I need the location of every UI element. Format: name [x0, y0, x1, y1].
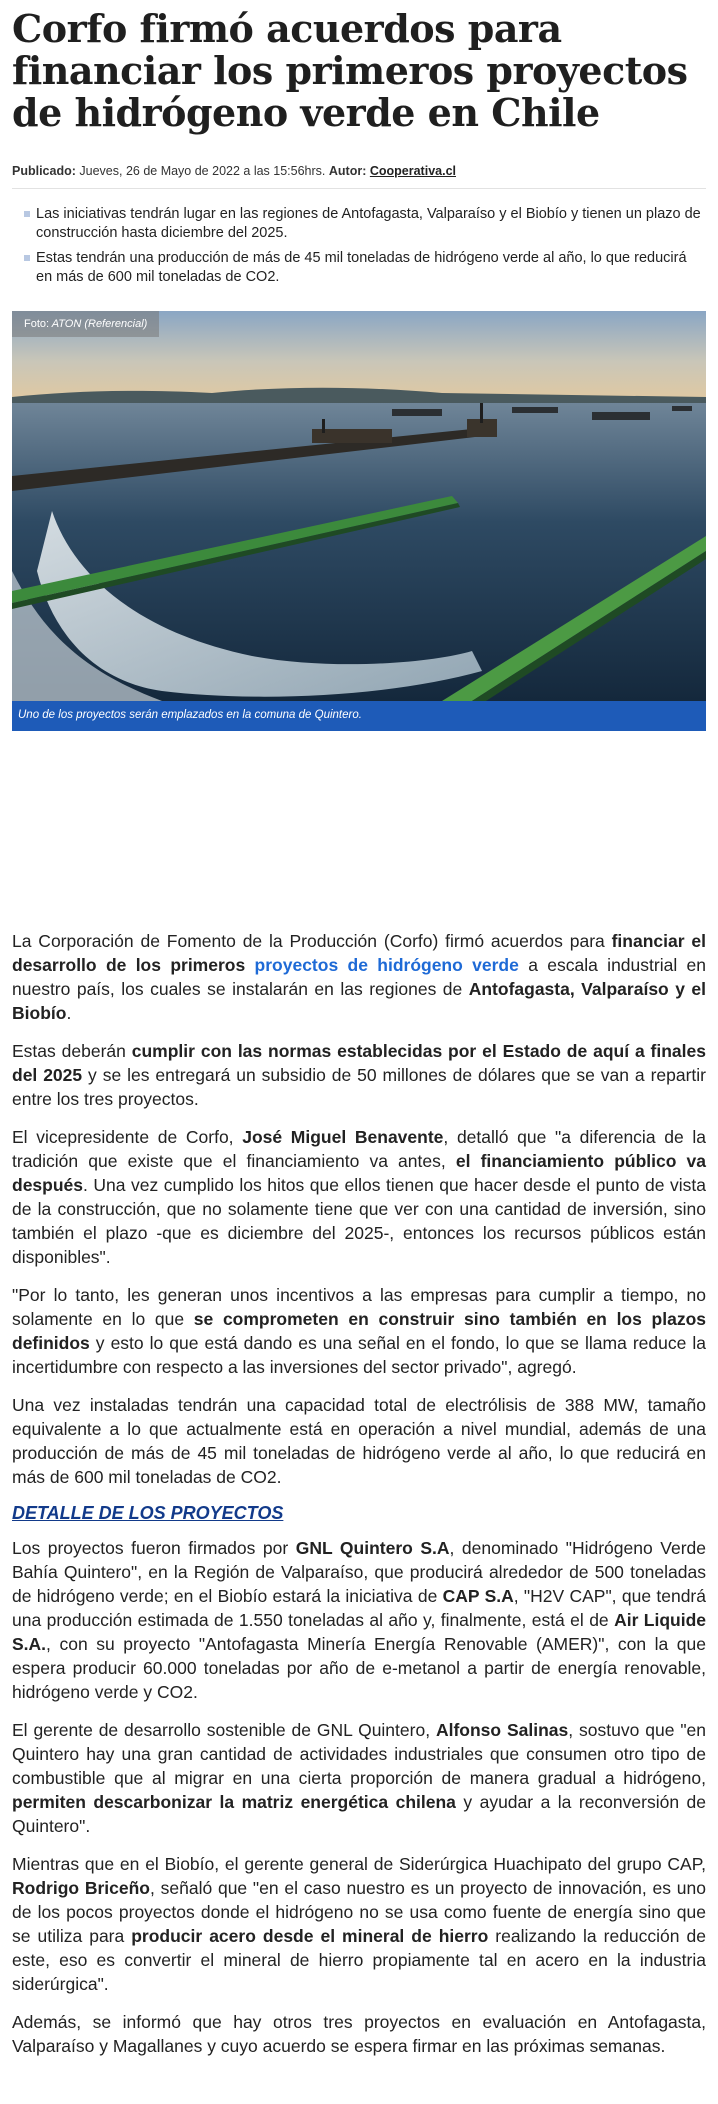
- ad-placeholder: [12, 731, 706, 929]
- text-run: , con su proyecto "Antofagasta Minería Energía Renovable (AMER)", con la que espera producir 60.000 toneladas por año de e-metanol a partir de energía renovable, hidrógeno verde y CO2.: [12, 1634, 706, 1702]
- paragraph: Además, se informó que hay otros tres proyectos en evaluación en Antofagasta, Valparaíso y Magallanes y cuyo acuerdo se espera firmar en las próximas semanas.: [12, 2012, 706, 2056]
- article-body: [12, 929, 706, 2058]
- photo-quintero-port: [12, 311, 706, 701]
- text-run: , detalló que "a diferencia de la tradición que existe que el financiamiento va antes,: [12, 1127, 706, 1171]
- text-run-bold: permiten descarbonizar la matriz energética chilena: [12, 1792, 456, 1812]
- summary-bullet: Las iniciativas tendrán lugar en las regiones de Antofagasta, Valparaíso y el Biobío y tienen un plazo de construcción hasta diciembre del 2025.: [24, 205, 706, 243]
- text-run: , denominado "Hidrógeno Verde Bahía Quintero", en la Región de Valparaíso, que producirá alrededor de 500 toneladas de hidrógeno verde; en el Biobío estará la iniciativa de: [12, 1538, 706, 1606]
- text-run: y esto lo que está dando es una señal en el fondo, lo que se llama reduce la incertidumbre con respecto a las inversiones del sector privado", agregó.: [12, 1333, 706, 1377]
- paragraph: [12, 1283, 706, 1379]
- hydrogen-projects-link[interactable]: proyectos de hidrógeno verde: [254, 955, 519, 975]
- paragraph: [12, 1039, 706, 1111]
- text-run-bold: Antofagasta, Valparaíso y el Biobío: [12, 979, 706, 1023]
- text-run: Mientras que en el Biobío, el gerente general de Siderúrgica Huachipato del grupo CAP,: [12, 1854, 706, 1874]
- text-run-bold: cumplir con las normas establecidas por el Estado de aquí a finales del 2025: [12, 1041, 706, 1085]
- text-run: El gerente de desarrollo sostenible de GNL Quintero,: [12, 1720, 436, 1740]
- text-run: Estas deberán: [12, 1041, 132, 1061]
- text-run-bold: se comprometen en construir sino también en los plazos definidos: [12, 1309, 706, 1353]
- author-link[interactable]: Cooperativa.cl: [369, 164, 456, 178]
- paragraph: [12, 1125, 706, 1269]
- text-run: y se les entregará un subsidio de 50 millones de dólares que se van a repartir entre los tres proyectos.: [12, 1065, 707, 1109]
- text-run: , "H2V CAP", que tendrá una producción estimada de 1.550 toneladas al año y, finalmente, está el de: [12, 1586, 706, 1630]
- text-run-bold: el financiamiento público va después: [12, 1151, 706, 1195]
- text-run: El vicepresidente de Corfo,: [12, 1127, 243, 1147]
- text-run-bold: producir acero desde el mineral de hierro: [131, 1926, 489, 1946]
- paragraph: [12, 1852, 706, 1996]
- paragraph: [12, 1718, 706, 1838]
- text-run: y ayudar a la reconversión de Quintero".: [12, 1792, 706, 1836]
- summary-bullets: [12, 205, 706, 287]
- text-run: , sostuvo que "en Quintero hay una gran cantidad de actividades industriales que consumen otro tipo de combustible que al migrar en una cierta proporción de manera gradual a hidrógeno,: [12, 1720, 706, 1788]
- text-run-bold: financiar el desarrollo de los primeros: [12, 931, 706, 975]
- paragraph: [12, 1536, 706, 1704]
- text-run-bold: CAP S.A: [442, 1586, 514, 1606]
- article-title: Corfo firmó acuerdos para financiar los primeros proyectos de hidrógeno verde en Chile: [12, 6, 688, 135]
- author-label: Autor:: [328, 164, 367, 178]
- text-run-bold: Alfonso Salinas: [435, 1720, 569, 1740]
- text-run: "Por lo tanto, les generan unos incentivos a las empresas para cumplir a tiempo, no solamente en lo que: [12, 1285, 706, 1329]
- byline: [12, 164, 706, 189]
- photo-credit-label: Foto:: [24, 318, 50, 330]
- text-run: a escala industrial en nuestro país, los cuales se instalarán en las regiones de: [12, 955, 707, 999]
- text-run-bold: GNL Quintero S.A: [295, 1538, 450, 1558]
- text-run: Los proyectos fueron firmados por: [12, 1538, 296, 1558]
- summary-bullet: Estas tendrán una producción de más de 45 mil toneladas de hidrógeno verde al año, lo que reducirá en más de 600 mil toneladas de CO2.: [24, 249, 706, 287]
- photo-credit-source: ATON (Referencial): [51, 318, 148, 330]
- paragraph: Una vez instaladas tendrán una capacidad total de electrólisis de 388 MW, tamaño equivalente a lo que actualmente está en operación a nivel mundial, además de una producción de más de 45 mil toneladas de hidrógeno verde al año, lo que reducirá en más de 600 mil toneladas de CO2.: [12, 1395, 706, 1487]
- article: [0, 8, 718, 2058]
- article-photo: [12, 311, 706, 701]
- text-run: realizando la reducción de este, eso es convertir el mineral de hierro propiamente tal en acero en la industria siderúrgica".: [12, 1926, 706, 1994]
- article-figure: [12, 311, 706, 731]
- published-date: Jueves, 26 de Mayo de 2022 a las 15:56hrs.: [79, 164, 326, 178]
- published-label: Publicado:: [12, 164, 76, 178]
- photo-credit: [12, 311, 159, 337]
- paragraph: [12, 929, 706, 1025]
- text-run-bold: Rodrigo Briceño: [12, 1878, 150, 1898]
- photo-caption: Uno de los proyectos serán emplazados en la comuna de Quintero.: [12, 701, 706, 731]
- text-run: La Corporación de Fomento de la Producción (Corfo) firmó acuerdos para: [12, 931, 612, 951]
- text-run: , señaló que "en el caso nuestro es un proyecto de innovación, es uno de los pocos proyectos donde el hidrógeno no se usa como fuente de energía sino que se utiliza para: [12, 1878, 706, 1946]
- text-run: .: [66, 1003, 72, 1023]
- text-run: . Una vez cumplido los hitos que ellos tienen que hacer desde el punto de vista de la construcción, que no solamente tiene que ver con una cantidad de inversión, sino también el plazo -que es diciembre del 2025-, entonces los recursos públicos están disponibles".: [12, 1175, 706, 1267]
- text-run-bold: José Miguel Benavente: [242, 1127, 444, 1147]
- section-heading: DETALLE DE LOS PROYECTOS: [12, 1503, 284, 1523]
- text-run-bold: Air Liquide S.A.: [12, 1610, 707, 1654]
